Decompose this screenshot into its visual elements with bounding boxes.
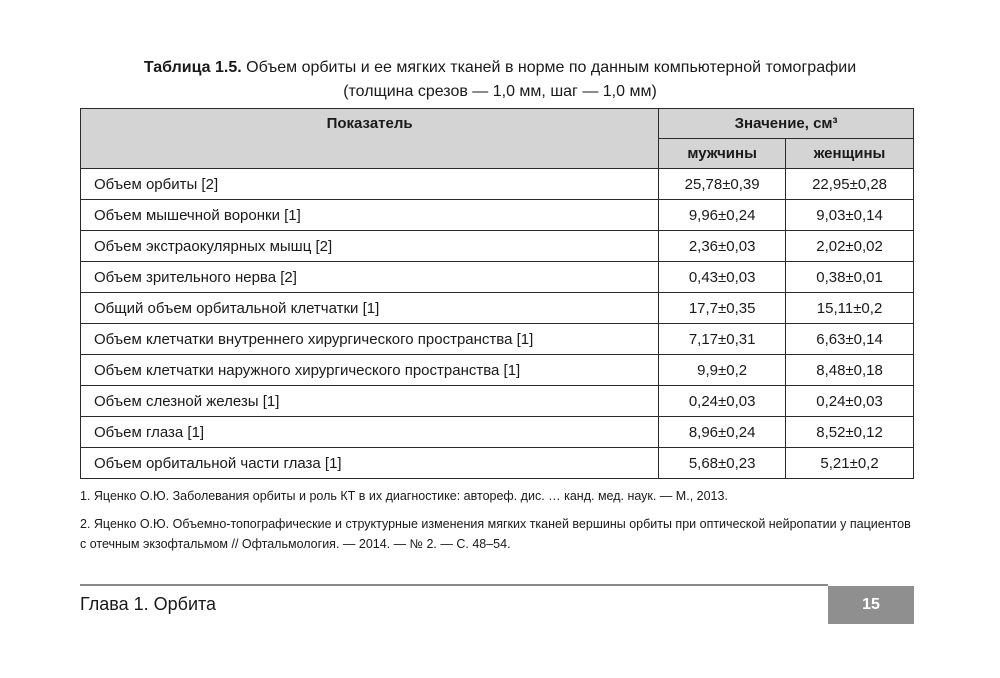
caption-label: Таблица 1.5. [143,59,242,76]
row-value-men: 25,78±0,39 [659,169,786,200]
table-row [81,324,914,355]
footnote-2: 2. Яценко О.Ю. Объемно-топографические и структурные изменения мягких тканей вершины орбиты при оптической нейропатии у пациентов с отечным экзофтальмом // Офтальмология. — 2014. — № 2. — С. 48–54. [80,517,911,551]
row-indicator: Общий объем орбитальной клетчатки [1] [81,293,659,324]
table-row [81,231,914,262]
footnotes [80,486,920,562]
row-indicator: Объем глаза [1] [81,417,659,448]
row-value-men: 17,7±0,35 [659,293,786,324]
row-value-women: 8,48±0,18 [786,355,914,386]
row-value-women: 2,02±0,02 [786,231,914,262]
row-value-men: 7,17±0,31 [659,324,786,355]
table-header-row [81,109,914,139]
row-indicator: Объем экстраокулярных мышц [2] [81,231,659,262]
orbit-volume-table [80,108,914,479]
table-caption [0,56,1000,104]
caption-subtitle: (толщина срезов — 1,0 мм, шаг — 1,0 мм) [343,83,657,100]
header-men: мужчины [659,139,786,169]
page-number: 15 [862,596,880,613]
row-value-women: 9,03±0,14 [786,200,914,231]
footer-divider [80,584,828,586]
row-indicator: Объем клетчатки внутреннего хирургического пространства [1] [81,324,659,355]
header-indicator: Показатель [81,109,659,169]
row-value-women: 0,24±0,03 [786,386,914,417]
table-row [81,355,914,386]
row-value-women: 15,11±0,2 [786,293,914,324]
caption-line-1 [0,56,1000,80]
row-value-women: 6,63±0,14 [786,324,914,355]
row-indicator: Объем орбитальной части глаза [1] [81,448,659,479]
row-value-men: 2,36±0,03 [659,231,786,262]
caption-title: Объем орбиты и ее мягких тканей в норме по данным компьютерной томографии [246,59,857,76]
row-indicator: Объем клетчатки наружного хирургического пространства [1] [81,355,659,386]
row-value-women: 0,38±0,01 [786,262,914,293]
row-value-men: 0,24±0,03 [659,386,786,417]
table-row [81,448,914,479]
table-row [81,169,914,200]
footnote-1: 1. Яценко О.Ю. Заболевания орбиты и роль КТ в их диагностике: автореф. дис. … канд. мед. наук. — М., 2013. [80,489,728,503]
row-value-men: 8,96±0,24 [659,417,786,448]
row-value-men: 9,9±0,2 [659,355,786,386]
row-indicator: Объем мышечной воронки [1] [81,200,659,231]
row-indicator: Объем орбиты [2] [81,169,659,200]
row-value-men: 5,68±0,23 [659,448,786,479]
row-value-women: 8,52±0,12 [786,417,914,448]
row-indicator: Объем зрительного нерва [2] [81,262,659,293]
row-indicator: Объем слезной железы [1] [81,386,659,417]
table-row [81,262,914,293]
table-row [81,386,914,417]
chapter-title: Глава 1. Орбита [80,594,217,614]
header-value: Значение, см³ [659,109,914,139]
table-row [81,200,914,231]
row-value-men: 9,96±0,24 [659,200,786,231]
header-women: женщины [786,139,914,169]
row-value-men: 0,43±0,03 [659,262,786,293]
row-value-women: 22,95±0,28 [786,169,914,200]
table-row [81,417,914,448]
row-value-women: 5,21±0,2 [786,448,914,479]
page-number-badge [828,586,914,624]
table-row [81,293,914,324]
